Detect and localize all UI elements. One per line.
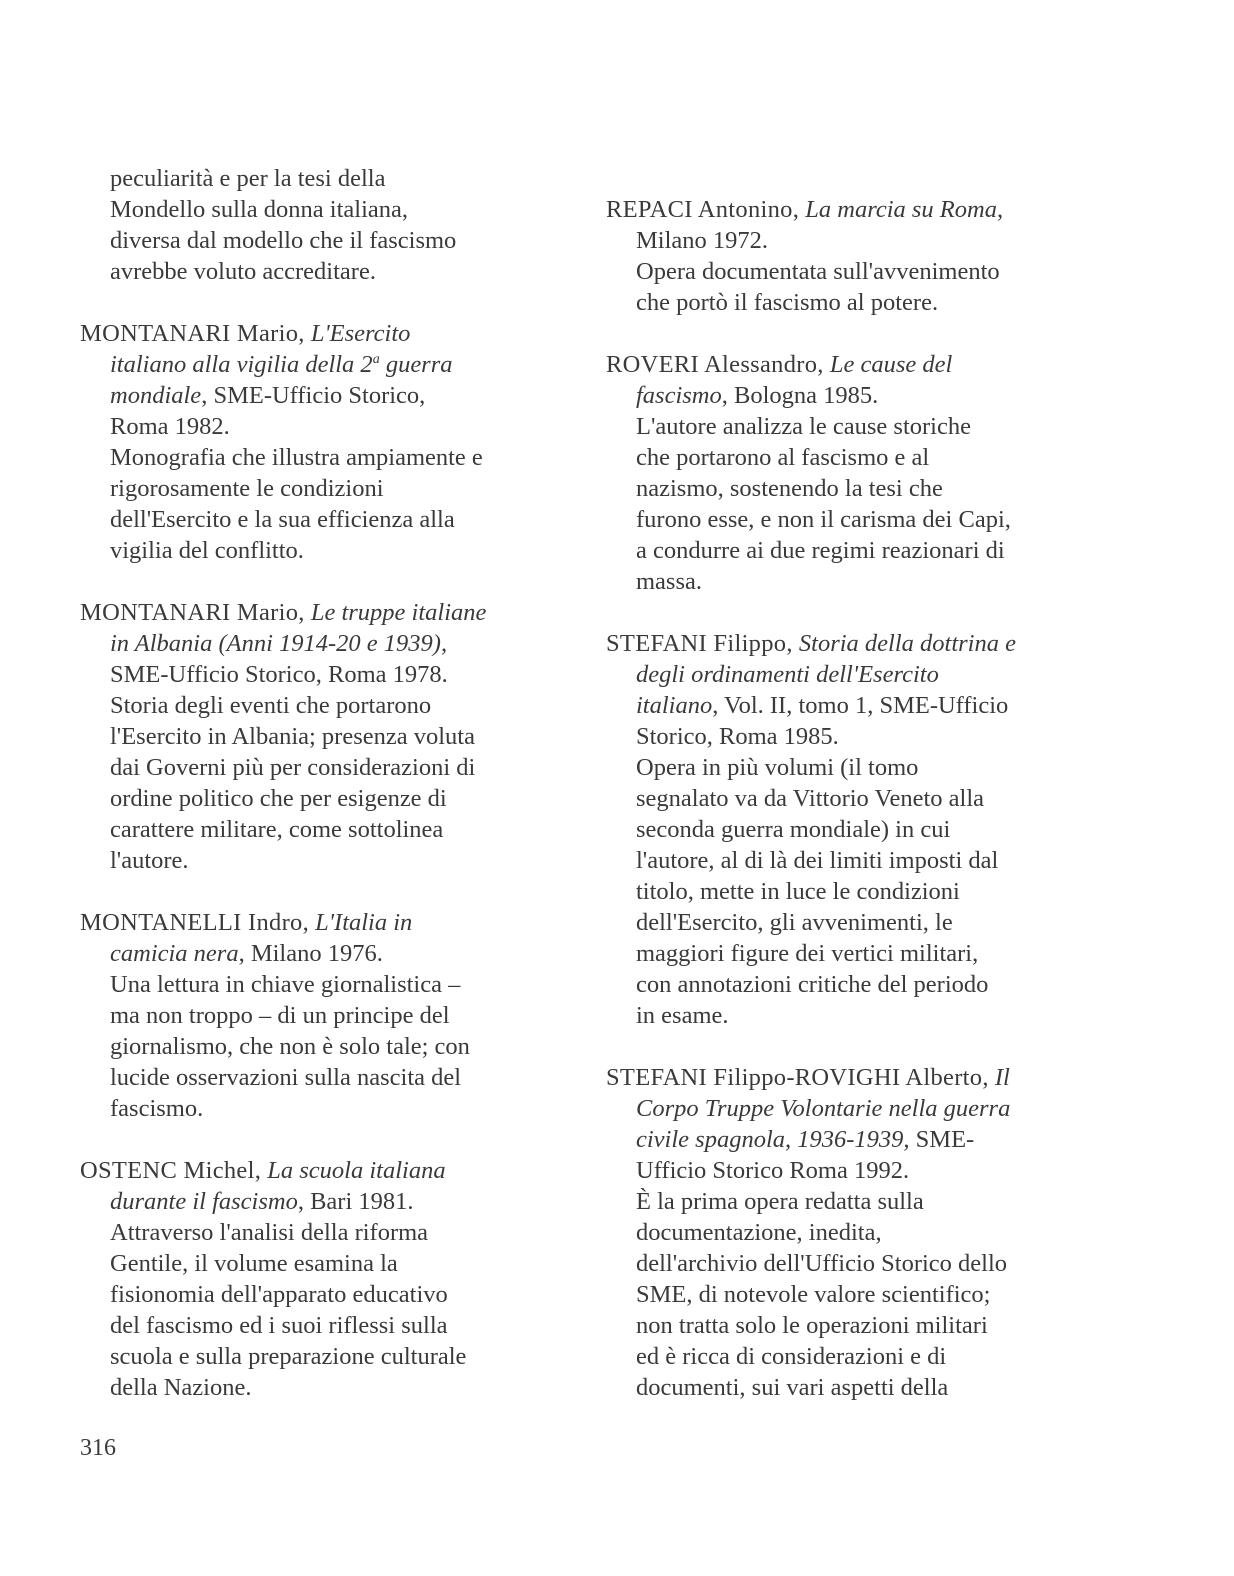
entry-description-line: maggiori figure dei vertici militari, xyxy=(636,940,979,967)
entry-title: italiano xyxy=(636,692,713,719)
entry-title-superscript: a xyxy=(372,351,380,367)
bibliography-entry xyxy=(606,1062,1106,1403)
text-line: peculiarità e per la tesi della xyxy=(110,165,386,192)
entry-title: Storia della dottrina e xyxy=(798,630,1016,657)
entry-publication: , Bologna 1985. xyxy=(721,382,879,409)
entry-description-line: titolo, mette in luce le condizioni xyxy=(636,878,960,905)
entry-description-line: Opera in più volumi (il tomo xyxy=(636,754,919,781)
entry-description-line: scuola e sulla preparazione culturale xyxy=(110,1343,467,1370)
entry-description-line: documentazione, inedita, xyxy=(636,1219,882,1246)
page-number: 316 xyxy=(80,1435,116,1461)
entry-publication: SME- xyxy=(915,1126,975,1153)
entry-description-line: a condurre ai due regimi reazionari di xyxy=(636,537,1005,564)
entry-description-line: in esame. xyxy=(636,1002,729,1029)
entry-title: mondiale xyxy=(110,382,202,409)
entry-description-line: SME, di notevole valore scientifico; xyxy=(636,1281,991,1308)
entry-description-line: dai Governi più per considerazioni di xyxy=(110,754,476,781)
entry-title: fascismo xyxy=(636,382,722,409)
entry-description-line: segnalato va da Vittorio Veneto alla xyxy=(636,785,985,812)
left-column xyxy=(80,163,580,1434)
entry-title: La scuola italiana xyxy=(267,1157,446,1184)
entry-description-line: dell'Esercito e la sua efficienza alla xyxy=(110,506,455,533)
entry-description-line: Opera documentata sull'avvenimento xyxy=(636,258,1000,285)
entry-description-line: ma non troppo – di un principe del xyxy=(110,1002,450,1029)
entry-description-line: L'autore analizza le cause storiche xyxy=(636,413,971,440)
entry-author: STEFANI Filippo-ROVIGHI Alberto, xyxy=(606,1064,989,1091)
entry-title: Il xyxy=(994,1064,1010,1091)
entry-description-line: È la prima opera redatta sulla xyxy=(636,1188,924,1215)
entry-description-line: lucide osservazioni sulla nascita del xyxy=(110,1064,462,1091)
entry-description-line: carattere militare, come sottolinea xyxy=(110,816,444,843)
entry-title: in Albania (Anni 1914-20 e 1939), xyxy=(110,630,448,657)
entry-title: civile spagnola, 1936-1939, xyxy=(636,1126,910,1153)
entry-description-line: Gentile, il volume esamina la xyxy=(110,1250,398,1277)
bibliography-entry xyxy=(606,194,1106,318)
bibliography-entry xyxy=(80,597,580,876)
entry-title: Corpo Truppe Volontarie nella guerra xyxy=(636,1095,1011,1122)
entry-author: MONTANARI Mario, xyxy=(80,320,305,347)
text-line: Mondello sulla donna italiana, xyxy=(110,196,409,223)
entry-author: STEFANI Filippo, xyxy=(606,630,793,657)
entry-description-line: dell'archivio dell'Ufficio Storico dello xyxy=(636,1250,1008,1277)
entry-title: degli ordinamenti dell'Esercito xyxy=(636,661,939,688)
entry-description-line: nazismo, sostenendo la tesi che xyxy=(636,475,943,502)
entry-description-line: ordine politico che per esigenze di xyxy=(110,785,447,812)
entry-title: L'Italia in xyxy=(315,909,413,936)
bibliography-entry xyxy=(80,1155,580,1403)
entry-description-line: giornalismo, che non è solo tale; con xyxy=(110,1033,470,1060)
entry-publication: Roma 1982. xyxy=(110,413,230,440)
entry-title: guerra xyxy=(385,351,453,378)
entry-author: MONTANELLI Indro, xyxy=(80,909,310,936)
entry-title: durante il fascismo xyxy=(110,1188,298,1215)
entry-description-line: l'autore, al di là dei limiti imposti dal xyxy=(636,847,999,874)
entry-description-line: della Nazione. xyxy=(110,1374,252,1401)
entry-title: La marcia su Roma xyxy=(805,196,997,223)
entry-author: ROVERI Alessandro, xyxy=(606,351,824,378)
entry-description-line: non tratta solo le operazioni militari xyxy=(636,1312,988,1339)
entry-description-line: l'Esercito in Albania; presenza voluta xyxy=(110,723,475,750)
entry-publication: , Milano 1976. xyxy=(238,940,383,967)
entry-author: MONTANARI Mario, xyxy=(80,599,305,626)
entry-title: camicia nera xyxy=(110,940,239,967)
entry-description-line: massa. xyxy=(636,568,702,595)
entry-publication: Milano 1972. xyxy=(636,227,769,254)
entry-description-line: furono esse, e non il carisma dei Capi, xyxy=(636,506,1011,533)
entry-publication: SME-Ufficio Storico, Roma 1978. xyxy=(110,661,448,688)
entry-title: Le truppe italiane xyxy=(310,599,487,626)
entry-publication: Ufficio Storico Roma 1992. xyxy=(636,1157,910,1184)
bibliography-entry xyxy=(80,907,580,1124)
text-line: diversa dal modello che il fascismo xyxy=(110,227,457,254)
entry-publication: Storico, Roma 1985. xyxy=(636,723,839,750)
right-column xyxy=(606,163,1106,1434)
entry-description-line: del fascismo ed i suoi riflessi sulla xyxy=(110,1312,448,1339)
entry-description-line: ed è ricca di considerazioni e di xyxy=(636,1343,947,1370)
entry-publication: , SME-Ufficio Storico, xyxy=(201,382,426,409)
entry-description-line: che portarono al fascismo e al xyxy=(636,444,930,471)
continued-entry xyxy=(80,163,580,287)
entry-title: Le cause del xyxy=(829,351,953,378)
entry-description-line: l'autore. xyxy=(110,847,189,874)
entry-title: italiano alla vigilia della 2 xyxy=(110,351,373,378)
entry-title: L'Esercito xyxy=(310,320,411,347)
entry-description-line: dell'Esercito, gli avvenimenti, le xyxy=(636,909,953,936)
entry-publication: , xyxy=(996,196,1004,223)
entry-description-line: rigorosamente le condizioni xyxy=(110,475,384,502)
entry-description-line: che portò il fascismo al potere. xyxy=(636,289,939,316)
entry-description-line: Attraverso l'analisi della riforma xyxy=(110,1219,429,1246)
entry-author: REPACI Antonino, xyxy=(606,196,800,223)
entry-publication: , Vol. II, tomo 1, SME-Ufficio xyxy=(712,692,1009,719)
entry-description-line: vigilia del conflitto. xyxy=(110,537,304,564)
entry-description-line: fisionomia dell'apparato educativo xyxy=(110,1281,448,1308)
entry-description-line: fascismo. xyxy=(110,1095,204,1122)
bibliography-entry xyxy=(80,318,580,566)
entry-description-line: Monografia che illustra ampiamente e xyxy=(110,444,483,471)
entry-publication: , Bari 1981. xyxy=(297,1188,414,1215)
entry-description-line: Una lettura in chiave giornalistica – xyxy=(110,971,461,998)
entry-description-line: seconda guerra mondiale) in cui xyxy=(636,816,951,843)
entry-author: OSTENC Michel, xyxy=(80,1157,262,1184)
bibliography-entry xyxy=(606,628,1106,1031)
bibliography-entry xyxy=(606,349,1106,597)
entry-description-line: Storia degli eventi che portarono xyxy=(110,692,432,719)
entry-description-line: documenti, sui vari aspetti della xyxy=(636,1374,949,1401)
entry-description-line: con annotazioni critiche del periodo xyxy=(636,971,989,998)
text-line: avrebbe voluto accreditare. xyxy=(110,258,376,285)
